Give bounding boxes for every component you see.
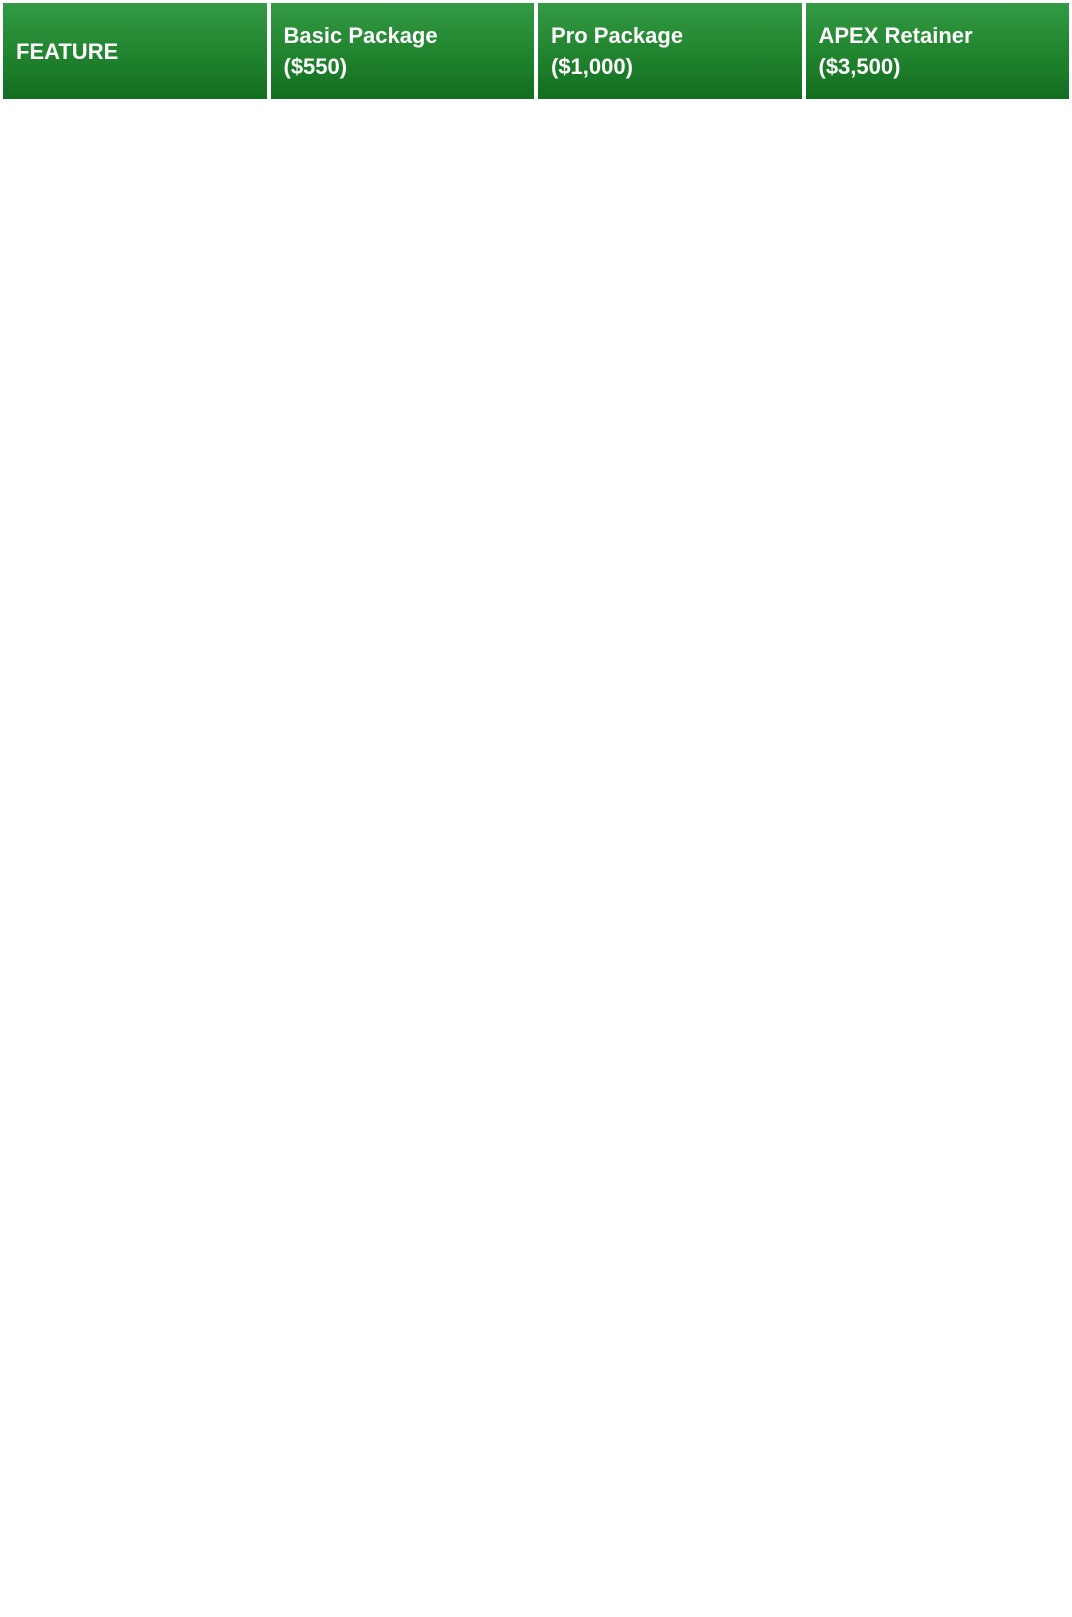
header-feature-label: FEATURE: [16, 38, 119, 64]
header-pro-package-name: Pro Package: [551, 23, 684, 48]
header-pro-package: [538, 3, 802, 99]
header-apex-retainer-price: ($3,500): [818, 54, 901, 79]
header-feature: [3, 3, 267, 99]
header-pro-package-price: ($1,000): [551, 54, 633, 79]
header-basic-package-price: ($550): [283, 54, 348, 79]
header-apex-retainer: [806, 3, 1070, 99]
header-apex-retainer-name: APEX Retainer: [818, 23, 973, 48]
header-basic-package-name: Basic Package: [283, 23, 438, 48]
pricing-table: [3, 3, 1069, 99]
header-basic-package: [271, 3, 535, 99]
